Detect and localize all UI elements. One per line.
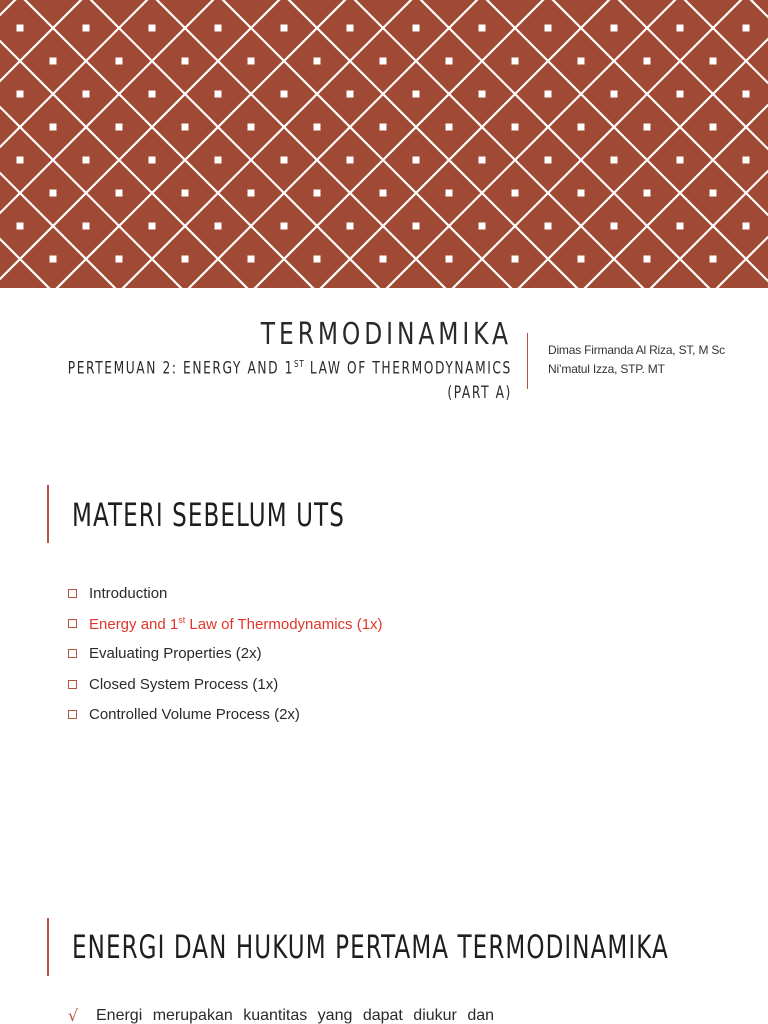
presentation-subtitle (68, 354, 512, 380)
lattice-dot (116, 256, 123, 263)
lattice-dot (380, 124, 387, 131)
lattice-dot (578, 190, 585, 197)
list-item-text-main: Energy and 1 (89, 615, 179, 633)
lattice-dot (149, 157, 156, 164)
lattice-dot (743, 223, 750, 230)
section-heading-energi: ENERGI DAN HUKUM PERTAMA TERMODINAMIKA (72, 928, 669, 966)
lattice-dot (182, 58, 189, 65)
lattice-dot (347, 25, 354, 32)
lattice-dot (611, 25, 618, 32)
lattice-dot (644, 190, 651, 197)
lattice-dot (17, 91, 24, 98)
lattice-dot (215, 91, 222, 98)
lattice-dot (116, 190, 123, 197)
lattice-dot (380, 58, 387, 65)
lattice-dot (83, 223, 90, 230)
lattice-dot (149, 25, 156, 32)
lattice-dot (479, 157, 486, 164)
presentation-subtitle-line2: (PART A) (447, 382, 512, 403)
lattice-dot (50, 190, 57, 197)
decorative-banner (0, 0, 768, 288)
lattice-dot (710, 124, 717, 131)
list-item (68, 639, 383, 669)
lattice-dot (677, 157, 684, 164)
lattice-dot (545, 25, 552, 32)
lattice-dot (149, 223, 156, 230)
author-2: Ni’matul Izza, STP. MT (548, 362, 665, 376)
lattice-dot (413, 91, 420, 98)
presentation-title: TERMODINAMIKA (260, 317, 512, 352)
lattice-dot (743, 157, 750, 164)
lattice-dot (83, 157, 90, 164)
list-item-text: Evaluating Properties (2x) (89, 645, 262, 663)
checkmark-icon: √ (68, 1006, 79, 1024)
lattice-dot (743, 25, 750, 32)
subtitle-prefix: PERTEMUAN 2: ENERGY AND 1 (67, 358, 295, 379)
lattice-dot (17, 157, 24, 164)
lattice-dot (281, 157, 288, 164)
lattice-dot (50, 124, 57, 131)
lattice-dot (512, 256, 519, 263)
list-item-text (89, 615, 383, 633)
lattice-dot (413, 157, 420, 164)
lattice-dot (677, 223, 684, 230)
lattice-dot (281, 223, 288, 230)
lattice-dot (446, 256, 453, 263)
lattice-dot (512, 58, 519, 65)
lattice-dot (50, 58, 57, 65)
lattice-dot (380, 190, 387, 197)
lattice-dot (347, 91, 354, 98)
lattice-dot (215, 25, 222, 32)
lattice-dot (743, 91, 750, 98)
author-1: Dimas Firmanda Al Riza, ST, M Sc (548, 343, 725, 357)
square-outline-icon (68, 619, 77, 628)
lattice-dot (281, 91, 288, 98)
lattice-dot (314, 58, 321, 65)
list-item-text: Closed System Process (1x) (89, 675, 279, 693)
lattice-dot (116, 58, 123, 65)
square-outline-icon (68, 649, 77, 658)
topic-list (68, 578, 383, 730)
lattice-dot (248, 256, 255, 263)
lattice-dot (17, 223, 24, 230)
lattice-dot (182, 256, 189, 263)
lattice-dot (479, 25, 486, 32)
section-accent-bar (47, 918, 49, 976)
list-item-text: Controlled Volume Process (2x) (89, 706, 300, 724)
title-block (0, 318, 512, 404)
lattice-dot (347, 223, 354, 230)
lattice-dot (446, 58, 453, 65)
lattice-dot (578, 256, 585, 263)
section-heading-materi: MATERI SEBELUM UTS (72, 496, 345, 534)
list-item (68, 700, 383, 730)
lattice-dot (677, 91, 684, 98)
title-divider (527, 333, 528, 389)
lattice-dot (644, 124, 651, 131)
lattice-dot (545, 157, 552, 164)
lattice-dot (611, 223, 618, 230)
lattice-dot (83, 25, 90, 32)
list-item (68, 608, 383, 638)
lattice-dot (116, 124, 123, 131)
lattice-dot (710, 256, 717, 263)
authors (548, 341, 725, 379)
lattice-dot (380, 256, 387, 263)
lattice-dot (17, 25, 24, 32)
lattice-dot (314, 124, 321, 131)
lattice-dot (314, 256, 321, 263)
lattice-dot (50, 256, 57, 263)
lattice-dot (710, 190, 717, 197)
lattice-dot (413, 25, 420, 32)
lattice-dot (677, 25, 684, 32)
lattice-dot (578, 58, 585, 65)
lattice-dot (512, 124, 519, 131)
lattice-dot (314, 190, 321, 197)
lattice-dot (248, 124, 255, 131)
lattice-dot (644, 58, 651, 65)
lattice-dot (479, 223, 486, 230)
lattice-dot (215, 223, 222, 230)
banner-background (0, 0, 768, 288)
lattice-dot (248, 190, 255, 197)
lattice-dot (149, 91, 156, 98)
square-outline-icon (68, 710, 77, 719)
list-item (68, 669, 383, 699)
subtitle-suffix: LAW OF THERMODYNAMICS (304, 358, 512, 379)
square-outline-icon (68, 680, 77, 689)
lattice-dot (83, 91, 90, 98)
lattice-dot (512, 190, 519, 197)
lattice-dot (545, 91, 552, 98)
lattice-dot (479, 91, 486, 98)
lattice-dot (182, 124, 189, 131)
square-outline-icon (68, 589, 77, 598)
list-item-text-after: Law of Thermodynamics (1x) (185, 615, 383, 633)
lattice-dot (611, 157, 618, 164)
lattice-dot (413, 223, 420, 230)
lattice-dot (446, 124, 453, 131)
lattice-dot (347, 157, 354, 164)
lattice-dot (215, 157, 222, 164)
list-item (68, 578, 383, 608)
lattice-dot (281, 25, 288, 32)
list-item-superscript: st (178, 614, 186, 625)
lattice-dot (446, 190, 453, 197)
lattice-dot (644, 256, 651, 263)
lattice-dot (545, 223, 552, 230)
lattice-dot (182, 190, 189, 197)
lattice-dot (611, 91, 618, 98)
list-item-text: Introduction (89, 584, 168, 602)
section-accent-bar (47, 485, 49, 543)
lattice-dot (248, 58, 255, 65)
subtitle-superscript: ST (294, 359, 305, 370)
lattice-dot (710, 58, 717, 65)
lattice-dot (578, 124, 585, 131)
body-text: Energi merupakan kuantitas yang dapat diukur dan (96, 1007, 495, 1024)
